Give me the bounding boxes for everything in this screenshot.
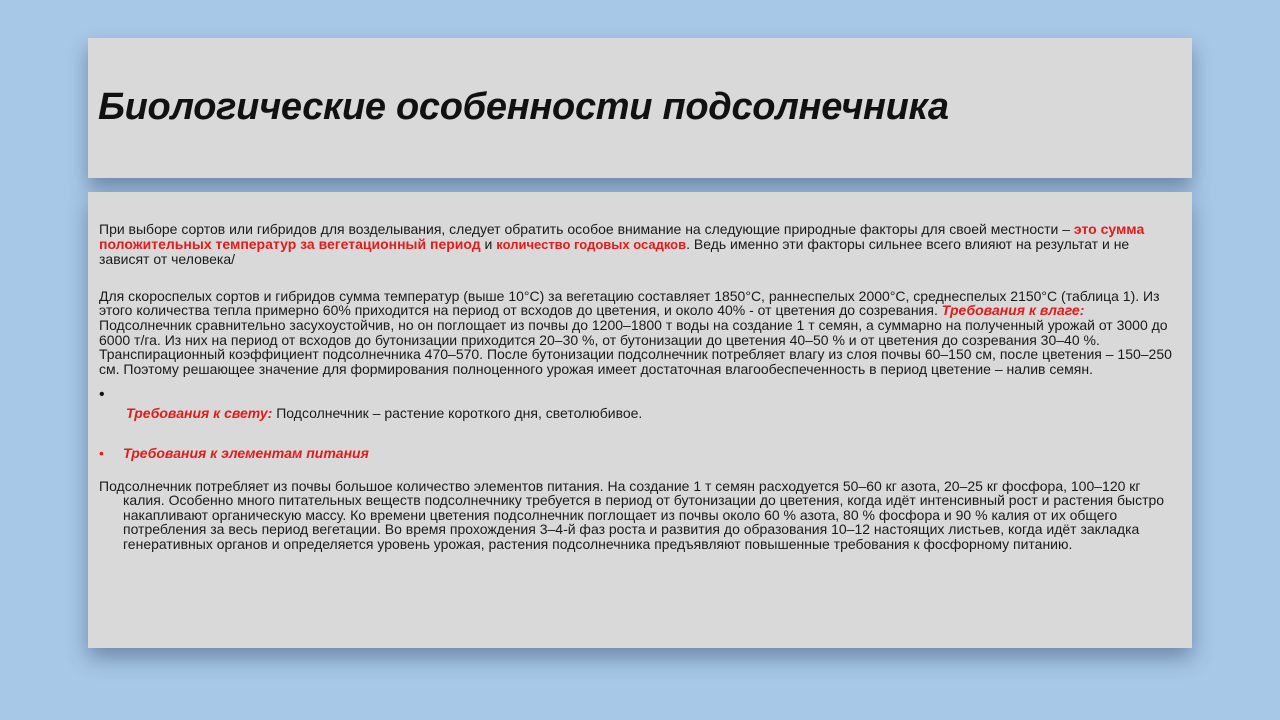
title-panel xyxy=(88,38,1192,178)
light-requirements-heading: Требования к свету: xyxy=(126,405,273,422)
highlight-precipitation: количество годовых осадков xyxy=(496,236,687,252)
nutrition-paragraph: Подсолнечник потребляет из почвы большое количество элементов питания. На создание 1 т семян расходуется 50–60 кг азота, 20–25 кг фосфора, 100–120 кг калия. Особенно много питательных веществ подсолнечнику требуется в период от бутонизации до цветения, когда идёт интенсивный рост и растения быстро накапливают органическую массу. Ко времени цветения подсолнечник поглощает из почвы около 60 % азота, 80 % фосфора и 90 % калия от их общего потребления за весь период вегетации. Во время прохождения 3–4-й фаз роста и развития до образования 10–12 настоящих листьев, когда идёт закладка генеративных органов и определяется уровень урожая, растения подсолнечника предъявляют повышенные требования к фосфорному питанию. xyxy=(99,477,1165,552)
slide-title: Биологические особенности подсолнечника xyxy=(98,86,949,128)
temperature-moisture-paragraph xyxy=(99,289,1179,377)
intro-paragraph xyxy=(99,222,1179,267)
bullet-dot-icon: • xyxy=(99,386,105,404)
nutrition-bullet xyxy=(99,446,1179,461)
nutrition-requirements-heading: Требования к элементам питания xyxy=(123,444,369,461)
moisture-requirements-heading: Требования к влаге: xyxy=(941,302,1085,319)
highlight-temperature-sum: это сумма положительных температур за вегетационный период xyxy=(99,221,1145,252)
empty-bullet xyxy=(99,386,1179,404)
intro-text-3: . Ведь именно эти факторы сильнее всего влияют на результат и не зависят от человека/ xyxy=(99,235,1130,268)
light-requirements-line xyxy=(99,406,1179,421)
content-panel xyxy=(88,192,1192,648)
red-bullet-icon: • xyxy=(99,444,104,461)
temperature-text: Для скороспелых сортов и гибридов сумма температур (выше 10°С) за вегетацию составляет 1850°С, раннеспелых 2000°С, среднеспелых 2150°С (таблица 1). Из этого количества тепла примерно 60% приходится на период от всходов до цветения, и около 40% - от цветения до созревания. xyxy=(99,287,1160,319)
intro-text-1: При выборе сортов или гибридов для возделывания, следует обратить особое внимание на следующие природные факторы для своей местности – xyxy=(99,221,1074,237)
light-requirements-text: Подсолнечник – растение короткого дня, светолюбивое. xyxy=(272,405,643,422)
content-text xyxy=(99,222,1179,552)
intro-text-2: и xyxy=(480,235,497,252)
moisture-text: Подсолнечник сравнительно засухоустойчив, но он поглощает из почвы до 1200–1800 т воды на создание 1 т семян, а суммарно на полученный урожай от 3000 до 6000 т/га. Из них на период от всходов до бутонизации приходится 20–30 %, от бутонизации до цветения 40–50 % и от цветения до созревания 30–40 %. Транспирационный коэффициент подсолнечника 470–570. После бутонизации подсолнечник потребляет влагу из слоя почвы 60–150 см, после цветения – 150–250 см. Поэтому решающее значение для формирования полноценного урожая имеет достаточная влагообеспеченность в период цветение – налив семян. xyxy=(99,316,1172,377)
